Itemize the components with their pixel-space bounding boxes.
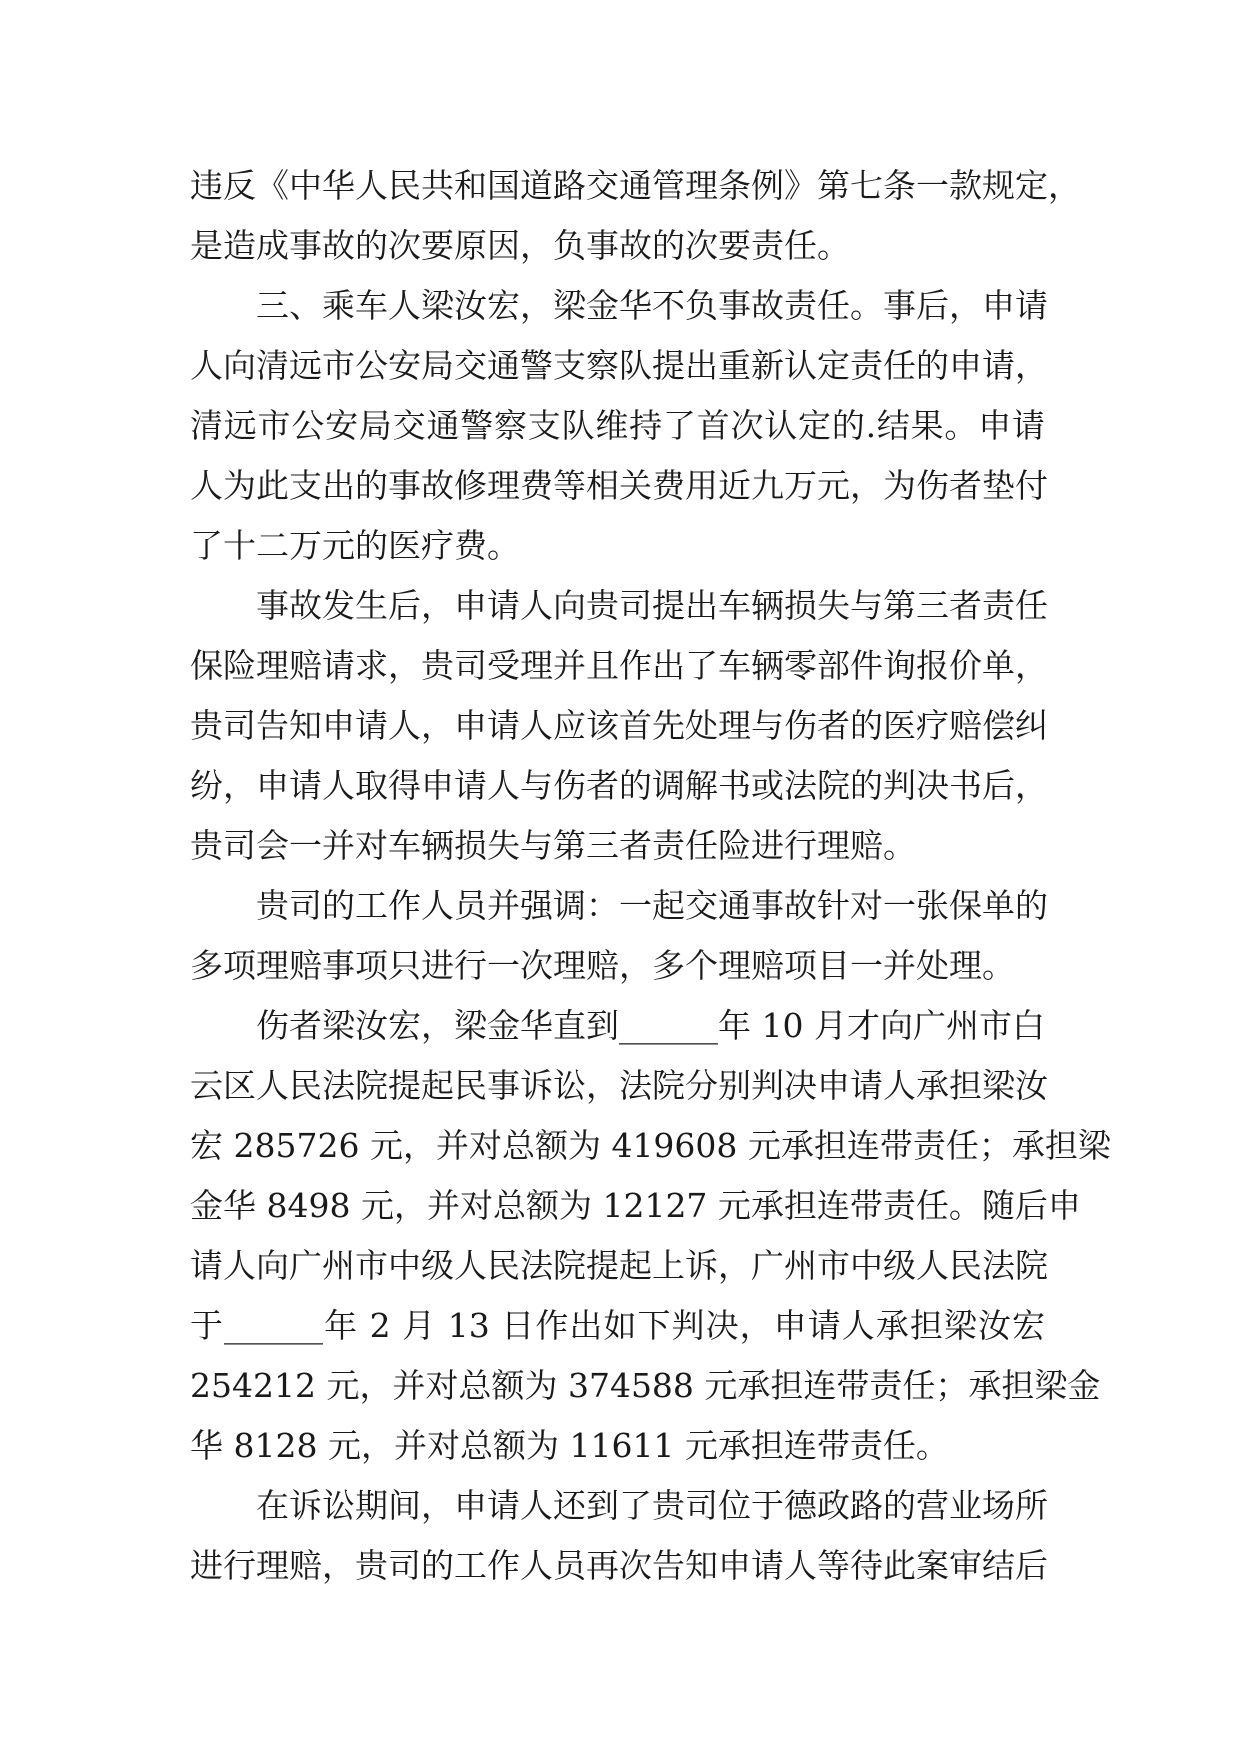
text-line: 云区人民法院提起民事诉讼，法院分别判决申请人承担梁汝 [190, 1066, 1048, 1105]
text-line: 是造成事故的次要原因，负事故的次要责任。 [190, 226, 850, 265]
text-line: 于______年 2 月 13 日作出如下判决，申请人承担梁汝宏 [190, 1306, 1045, 1345]
text-line: 贵司会一并对车辆损失与第三者责任险进行理赔。 [190, 826, 916, 865]
text-line: 华 8128 元，并对总额为 11611 元承担连带责任。 [190, 1426, 949, 1465]
text-line: 254212 元，并对总额为 374588 元承担连带责任；承担梁金 [190, 1366, 1101, 1405]
paragraph-start-line: 三、乘车人梁汝宏，梁金华不负事故责任。事后，申请 [256, 286, 1048, 325]
text-line: 多项理赔事项只进行一次理赔，多个理赔项目一并处理。 [190, 946, 1015, 985]
text-line: 了十二万元的医疗费。 [190, 526, 520, 565]
paragraph-start-line: 事故发生后，申请人向贵司提出车辆损失与第三者责任 [256, 586, 1048, 625]
text-line: 宏 285726 元，并对总额为 419608 元承担连带责任；承担梁 [190, 1126, 1111, 1165]
text-line: 人为此支出的事故修理费等相关费用近九万元，为伤者垫付 [190, 466, 1048, 505]
text-line: 人向清远市公安局交通警支察队提出重新认定责任的申请， [190, 346, 1048, 385]
text-line: 清远市公安局交通警察支队维持了首次认定的.结果。申请 [190, 406, 1045, 445]
text-line: 贵司告知申请人，申请人应该首先处理与伤者的医疗赔偿纠 [190, 706, 1048, 745]
document-body [190, 156, 1111, 1596]
text-line: 纷，申请人取得申请人与伤者的调解书或法院的判决书后， [190, 766, 1048, 805]
text-line: 请人向广州市中级人民法院提起上诉，广州市中级人民法院 [190, 1246, 1048, 1285]
paragraph-start-line: 在诉讼期间，申请人还到了贵司位于德政路的营业场所 [256, 1486, 1048, 1525]
text-line: 保险理赔请求，贵司受理并且作出了车辆零部件询报价单， [190, 646, 1048, 685]
text-line: 进行理赔，贵司的工作人员再次告知申请人等待此案审结后 [190, 1546, 1048, 1585]
paragraph-start-line: 伤者梁汝宏，梁金华直到______年 10 月才向广州市白 [256, 1006, 1045, 1045]
text-line: 金华 8498 元，并对总额为 12127 元承担连带责任。随后申 [190, 1186, 1081, 1225]
text-line: 违反《中华人民共和国道路交通管理条例》第七条一款规定， [190, 166, 1081, 205]
paragraph-start-line: 贵司的工作人员并强调：一起交通事故针对一张保单的 [256, 886, 1048, 925]
